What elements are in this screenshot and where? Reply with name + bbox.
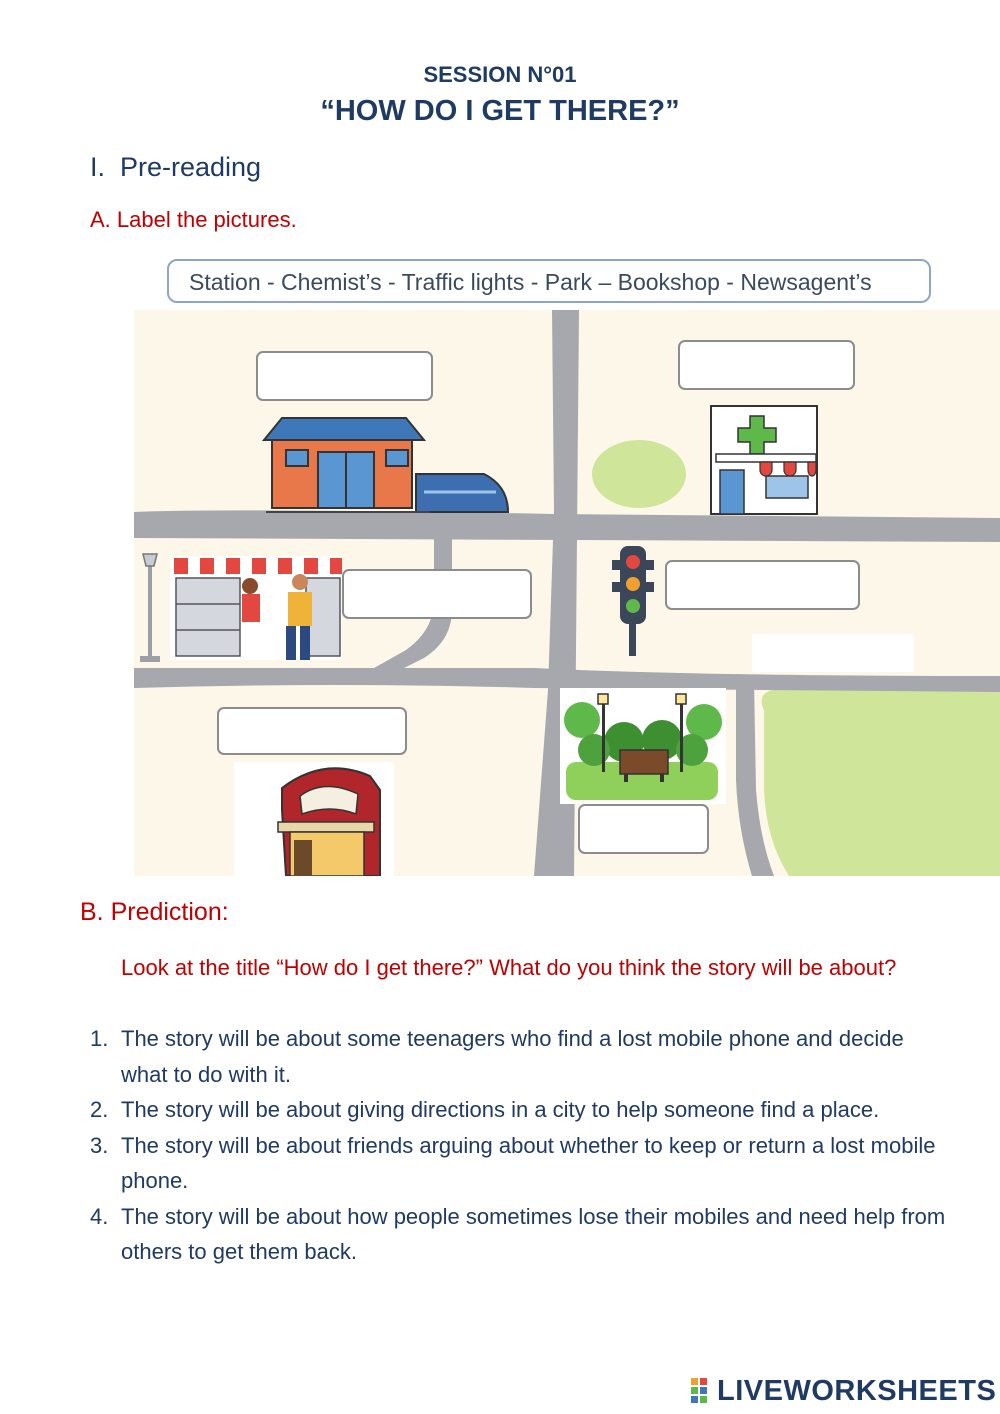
worksheet-title: “HOW DO I GET THERE?” — [320, 95, 680, 127]
option-text: The story will be about how people sometimes lose their mobiles and need help from others to get them back. — [121, 1203, 946, 1264]
chemist-shop-icon — [711, 406, 817, 514]
label-box-bookshop[interactable] — [217, 707, 407, 755]
instruction-label-pictures: A. Label the pictures. — [90, 207, 297, 232]
option-1[interactable] — [90, 1021, 950, 1092]
option-3[interactable] — [90, 1128, 950, 1199]
liveworksheets-logo[interactable] — [691, 1374, 996, 1408]
word-bank: Station - Chemist’s - Traffic lights - Park – Bookshop - Newsagent’s — [167, 259, 931, 303]
option-number: 3. — [90, 1132, 109, 1158]
green-blob — [592, 440, 686, 508]
label-box-newsagent[interactable] — [342, 569, 532, 619]
bookshop-icon — [278, 768, 380, 876]
town-map — [134, 310, 1000, 876]
option-text: The story will be about some teenagers who find a lost mobile phone and decide what to do with it. — [121, 1026, 904, 1087]
newsagent-stand-icon — [170, 556, 342, 660]
option-4[interactable] — [90, 1199, 950, 1270]
section-heading — [90, 152, 261, 183]
label-box-park[interactable] — [578, 804, 709, 854]
option-text: The story will be about friends arguing about whether to keep or return a lost mobile phone. — [121, 1132, 936, 1193]
option-text: The story will be about giving directions in a city to help someone find a place. — [121, 1097, 880, 1122]
section-number: I. — [90, 152, 106, 182]
white-patch — [752, 634, 914, 672]
option-number: 2. — [90, 1097, 109, 1122]
prediction-options — [90, 1021, 950, 1270]
label-box-traffic-lights[interactable] — [665, 560, 860, 610]
section-title: Pre-reading — [120, 152, 262, 182]
option-2[interactable] — [90, 1092, 950, 1128]
park-bench-icon — [560, 688, 726, 804]
prediction-question: Look at the title “How do I get there?” What do you think the story will be about? — [121, 955, 897, 980]
logo-text: LIVEWORKSHEETS — [717, 1374, 997, 1407]
prediction-heading: B. Prediction: — [80, 898, 229, 926]
label-box-station[interactable] — [256, 351, 433, 401]
session-number: SESSION N°01 — [423, 62, 577, 87]
option-number: 4. — [90, 1203, 109, 1229]
label-box-chemist[interactable] — [678, 340, 855, 390]
large-park-area — [762, 688, 1000, 876]
option-number: 1. — [90, 1026, 109, 1051]
liveworksheets-logo-icon — [691, 1378, 717, 1404]
